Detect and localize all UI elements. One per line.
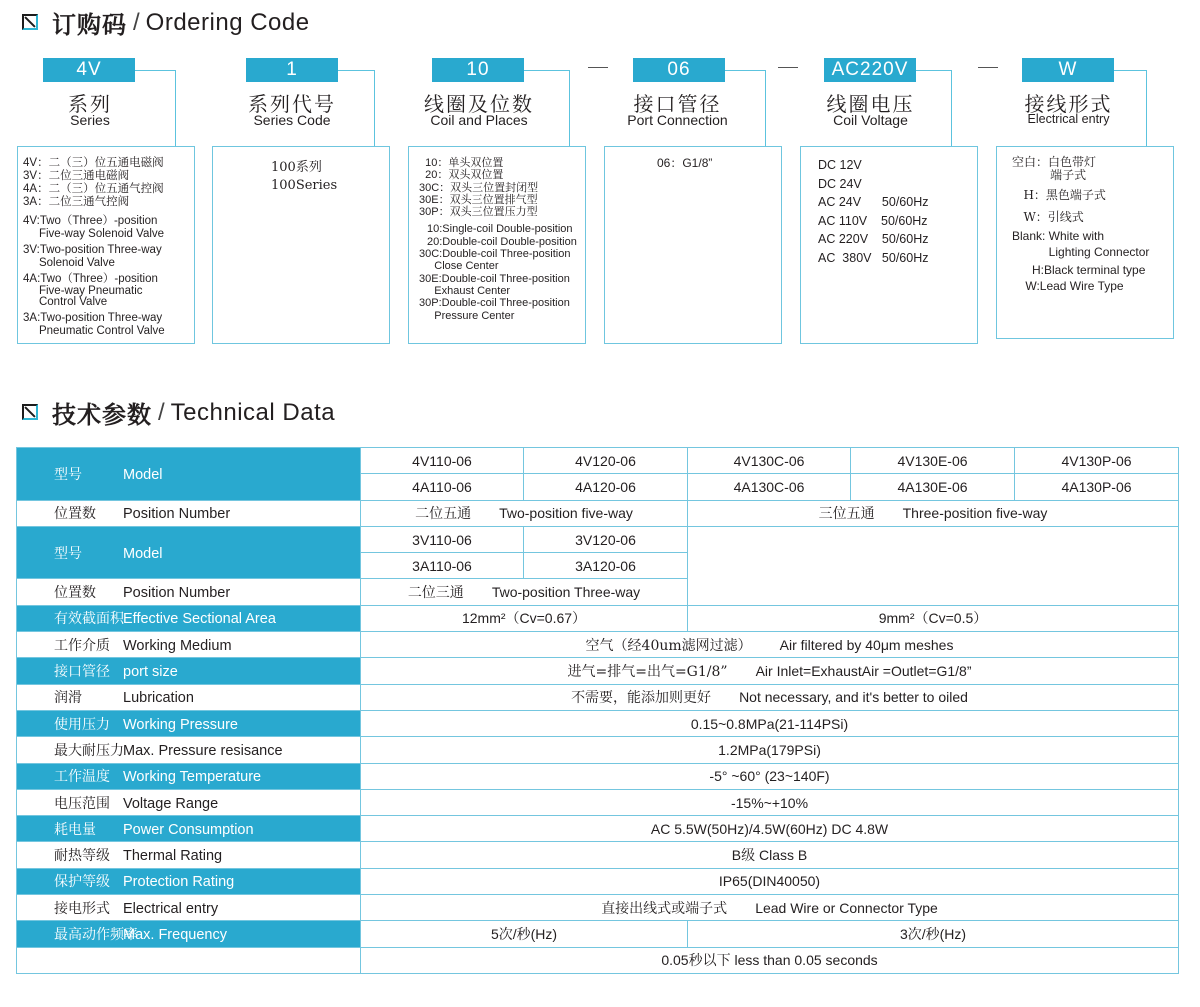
header-cn: 有效截面积: [54, 611, 124, 628]
block-title-en-series-code: Series Code: [253, 112, 331, 128]
option-line: W：引线式: [1012, 209, 1084, 224]
header-en: Protection Rating: [123, 874, 235, 891]
frequency-value: 3次/秒(Hz): [688, 921, 1179, 947]
position-value: [361, 579, 688, 605]
model-cell: 4A110-06: [361, 474, 524, 500]
separator-dash: [778, 67, 798, 68]
header-en: Model: [123, 466, 163, 483]
temperature-value: -5° ~60° (23~140F): [361, 763, 1179, 789]
option-line: 3V：二位三通电磁阀: [23, 170, 130, 182]
port-options-box: [604, 146, 782, 344]
option-line: 4A:Two（Three）-position: [23, 273, 158, 285]
option-line: Solenoid Valve: [23, 257, 115, 269]
value-en: Lead Wire or Connector Type: [755, 899, 938, 916]
value-en: Not necessary, and it's better to oiled: [739, 689, 968, 706]
option-line: 30C：双头三位置封闭型: [419, 181, 539, 194]
option-line: 3A：二位三通气控阀: [23, 196, 130, 208]
code-label-port: 06: [633, 58, 725, 82]
model-cell: 3V110-06: [361, 526, 524, 552]
entry-options-box: [996, 146, 1174, 339]
ordering-code-heading: [22, 5, 310, 40]
series-code-box: [212, 146, 390, 344]
option-line: 100Series: [271, 178, 338, 193]
code-label-voltage: AC220V: [824, 58, 916, 82]
table-row: [17, 737, 1179, 763]
table-row: [17, 526, 1179, 552]
value-cn: 空气（经40um滤网过滤）: [585, 637, 752, 654]
header-cn: 接电形式: [54, 900, 110, 917]
model-cell: 4A130P-06: [1015, 474, 1179, 500]
value-cn: 二位五通: [415, 506, 472, 523]
option-line: AC 24V 50/60Hz: [818, 195, 929, 209]
option-line: AC 380V 50/60Hz: [818, 250, 929, 265]
value-cn: 直接出线式或端子式: [601, 900, 728, 917]
block-title-cn-coil: 线圈及位数: [424, 92, 534, 116]
option-line: 3V:Two-position Three-way: [23, 244, 162, 256]
section-corner-icon: [22, 14, 40, 32]
value-cn: 不需要，能添加则更好: [571, 690, 712, 707]
header-en: Electrical entry: [123, 900, 219, 917]
option-line: 06：G1/8”: [657, 156, 713, 170]
option-line: 空白：白色带灯: [1012, 155, 1097, 169]
block-title-en-coil: Coil and Places: [430, 112, 528, 128]
table-row: [17, 895, 1179, 921]
row-header-entry: [17, 895, 361, 921]
header-cn: 型号: [54, 545, 82, 562]
block-title-en-port: Port Connection: [627, 112, 728, 128]
separator-dash: [978, 67, 998, 68]
code-label-entry: W: [1022, 58, 1114, 82]
model-cell: 4V110-06: [361, 448, 524, 474]
table-row: [17, 448, 1179, 474]
table-row: [17, 632, 1179, 658]
position-value: [688, 500, 1179, 526]
value-en: Air Inlet=ExhaustAir =Outlet=G1/8”: [755, 663, 972, 680]
header-en: Model: [123, 545, 163, 562]
row-header-voltage: [17, 789, 361, 815]
row-header-position: [17, 500, 361, 526]
thermal-value: B级 Class B: [361, 842, 1179, 868]
code-label-series-code: 1: [246, 58, 338, 82]
series-options-box: [17, 146, 195, 344]
table-row: [17, 763, 1179, 789]
model-cell: 3A120-06: [524, 553, 688, 579]
option-line: Lighting Connector: [1012, 244, 1150, 259]
option-line: 30E:Double-coil Three-position: [419, 272, 570, 285]
option-line: Pneumatic Control Valve: [23, 325, 165, 337]
option-line: 20:Double-coil Double-position: [427, 235, 577, 248]
table-row: [17, 868, 1179, 894]
block-title-en-voltage: Coil Voltage: [833, 112, 908, 128]
ordering-title-cn: 订购码: [52, 11, 127, 39]
protection-value: IP65(DIN40050): [361, 868, 1179, 894]
header-en: Effective Sectional Area: [123, 611, 276, 628]
area-value: 12mm²（Cv=0.67）: [361, 605, 688, 631]
header-en: Position Number: [123, 506, 231, 523]
row-header-position: [17, 579, 361, 605]
header-en: Position Number: [123, 585, 231, 602]
voltage-value: -15%~+10%: [361, 789, 1179, 815]
model-cell: 4A130E-06: [851, 474, 1015, 500]
header-cn: 电压范围: [54, 795, 110, 812]
block-title-en-series: Series: [70, 112, 110, 128]
area-value: 9mm²（Cv=0.5）: [688, 605, 1179, 631]
header-cn: 工作温度: [54, 769, 110, 786]
row-header-model: [17, 526, 361, 579]
option-line: 30P：双头三位置压力型: [419, 206, 538, 219]
row-header-temperature: [17, 763, 361, 789]
option-line: 30E：双头三位置排气型: [419, 193, 538, 206]
value-en: Two-position Three-way: [491, 584, 641, 601]
table-row: [17, 658, 1179, 684]
row-header-area: [17, 605, 361, 631]
row-header-protection: [17, 868, 361, 894]
row-header-medium: [17, 632, 361, 658]
model-cell: 3A110-06: [361, 553, 524, 579]
header-en: Voltage Range: [123, 795, 219, 812]
option-line: 10：单头双位置: [419, 157, 504, 169]
row-header-model: [17, 448, 361, 501]
table-row: [17, 684, 1179, 710]
row-header-lubrication: [17, 684, 361, 710]
block-title-cn-voltage: 线圈电压: [826, 92, 915, 116]
header-en: port size: [123, 664, 178, 681]
option-line: 10:Single-coil Double-position: [427, 223, 573, 236]
option-line: AC 220V 50/60Hz: [818, 232, 929, 246]
row-header-pressure: [17, 710, 361, 736]
block-title-cn-entry: 接线形式: [1024, 92, 1113, 116]
model-cell: 4V130E-06: [851, 448, 1015, 474]
value-cn: 二位三通: [407, 585, 464, 602]
model-cell: 4V120-06: [524, 448, 688, 474]
position-value: [361, 500, 688, 526]
row-header-empty: [17, 947, 361, 973]
option-line: Five-way Solenoid Valve: [23, 228, 165, 240]
value-cn: 进气=排气=出气=G1/8”: [567, 664, 728, 681]
option-line: 30C:Double-coil Three-position: [419, 248, 571, 261]
option-line: AC 110V 50/60Hz: [818, 213, 928, 228]
header-cn: 位置数: [54, 506, 96, 523]
header-en: Working Temperature: [123, 769, 262, 786]
code-label-series: 4V: [43, 58, 135, 82]
row-header-port: [17, 658, 361, 684]
table-row: [17, 710, 1179, 736]
header-cn: 位置数: [54, 585, 96, 602]
voltage-options-box: [800, 146, 978, 344]
value-en: Air filtered by 40μm meshes: [779, 636, 954, 653]
title-separator: /: [133, 8, 140, 36]
header-en: Thermal Rating: [123, 848, 223, 865]
option-line: 30P:Double-coil Three-position: [419, 297, 570, 310]
option-line: Control Valve: [23, 296, 108, 308]
row-header-frequency: [17, 921, 361, 947]
model-cell: 3V120-06: [524, 526, 688, 552]
header-en: Working Medium: [123, 637, 232, 654]
technical-data-heading: [22, 395, 335, 430]
row-header-thermal: [17, 842, 361, 868]
header-en: Working Pressure: [123, 716, 238, 733]
technical-title-en: Technical Data: [170, 398, 336, 426]
header-en: Max. Pressure resisance: [123, 742, 283, 759]
medium-value: [361, 632, 1179, 658]
header-cn: 保护等级: [54, 874, 110, 891]
option-line: 4V:Two（Three）-position: [23, 215, 158, 227]
option-line: Exhaust Center: [419, 284, 511, 297]
header-cn: 接口管径: [54, 664, 110, 681]
entry-value: [361, 895, 1179, 921]
header-cn: 耐热等级: [54, 848, 110, 865]
option-line: Pressure Center: [419, 309, 515, 322]
header-en: Max. Frequency: [123, 926, 227, 943]
empty-cell: [688, 526, 1179, 605]
header-cn: 型号: [54, 466, 82, 483]
coil-options-box: [408, 146, 586, 344]
option-line: W:Lead Wire Type: [1012, 278, 1124, 293]
block-title-cn-series-code: 系列代号: [248, 92, 336, 116]
technical-title-cn: 技术参数: [52, 401, 152, 429]
option-line: H：黑色端子式: [1012, 188, 1106, 202]
option-line: 100系列: [271, 160, 322, 175]
model-cell: 4A130C-06: [688, 474, 851, 500]
row-header-max-pressure: [17, 737, 361, 763]
table-row: [17, 789, 1179, 815]
separator-dash: [588, 67, 608, 68]
header-cn: 最高动作频率: [54, 926, 138, 943]
port-value: [361, 658, 1179, 684]
pressure-value: 0.15~0.8MPa(21-114PSi): [361, 710, 1179, 736]
option-line: 20：双头双位置: [419, 169, 504, 182]
row-header-power: [17, 816, 361, 842]
model-cell: 4A120-06: [524, 474, 688, 500]
header-cn: 工作介质: [54, 637, 110, 654]
header-en: Lubrication: [123, 690, 194, 707]
value-en: Two-position five-way: [499, 505, 633, 522]
block-title-en-entry: Electrical entry: [1027, 112, 1110, 126]
model-cell: 4V130P-06: [1015, 448, 1179, 474]
table-row: [17, 816, 1179, 842]
table-row: [17, 605, 1179, 631]
option-line: 4A：二（三）位五通气控阀: [23, 183, 164, 195]
option-line: Close Center: [419, 260, 499, 273]
block-title-cn-series: 系列: [68, 92, 112, 116]
header-en: Power Consumption: [123, 821, 254, 838]
power-value: AC 5.5W(50Hz)/4.5W(60Hz) DC 4.8W: [361, 816, 1179, 842]
frequency-value: 5次/秒(Hz): [361, 921, 688, 947]
option-line: 4V：二（三）位五通电磁阀: [23, 157, 164, 169]
ordering-title-en: Ordering Code: [145, 8, 310, 36]
option-line: H:Black terminal type: [1012, 263, 1146, 277]
technical-data-table: [16, 447, 1179, 974]
model-cell: 4V130C-06: [688, 448, 851, 474]
header-cn: 使用压力: [54, 716, 110, 733]
title-separator: /: [158, 398, 165, 426]
lubrication-value: [361, 684, 1179, 710]
code-label-coil: 10: [432, 58, 524, 82]
header-cn: 润滑: [54, 690, 82, 707]
header-cn: 最大耐压力: [54, 742, 124, 759]
table-row: [17, 500, 1179, 526]
block-title-cn-port: 接口管径: [633, 92, 722, 116]
option-line: Five-way Pneumatic: [23, 285, 143, 297]
value-cn: 三位五通: [818, 506, 875, 523]
table-row: [17, 842, 1179, 868]
table-row: [17, 947, 1179, 973]
response-time-value: 0.05秒以下 less than 0.05 seconds: [361, 947, 1179, 973]
header-cn: 耗电量: [54, 821, 96, 838]
option-line: 3A:Two-position Three-way: [23, 312, 163, 324]
option-line: Blank: White with: [1012, 229, 1105, 243]
option-line: 端子式: [1012, 168, 1087, 182]
value-en: Three-position five-way: [902, 505, 1048, 522]
table-row: [17, 921, 1179, 947]
option-line: DC 24V: [818, 176, 862, 191]
section-corner-icon: [22, 404, 40, 422]
max-pressure-value: 1.2MPa(179PSi): [361, 737, 1179, 763]
option-line: DC 12V: [818, 158, 862, 172]
